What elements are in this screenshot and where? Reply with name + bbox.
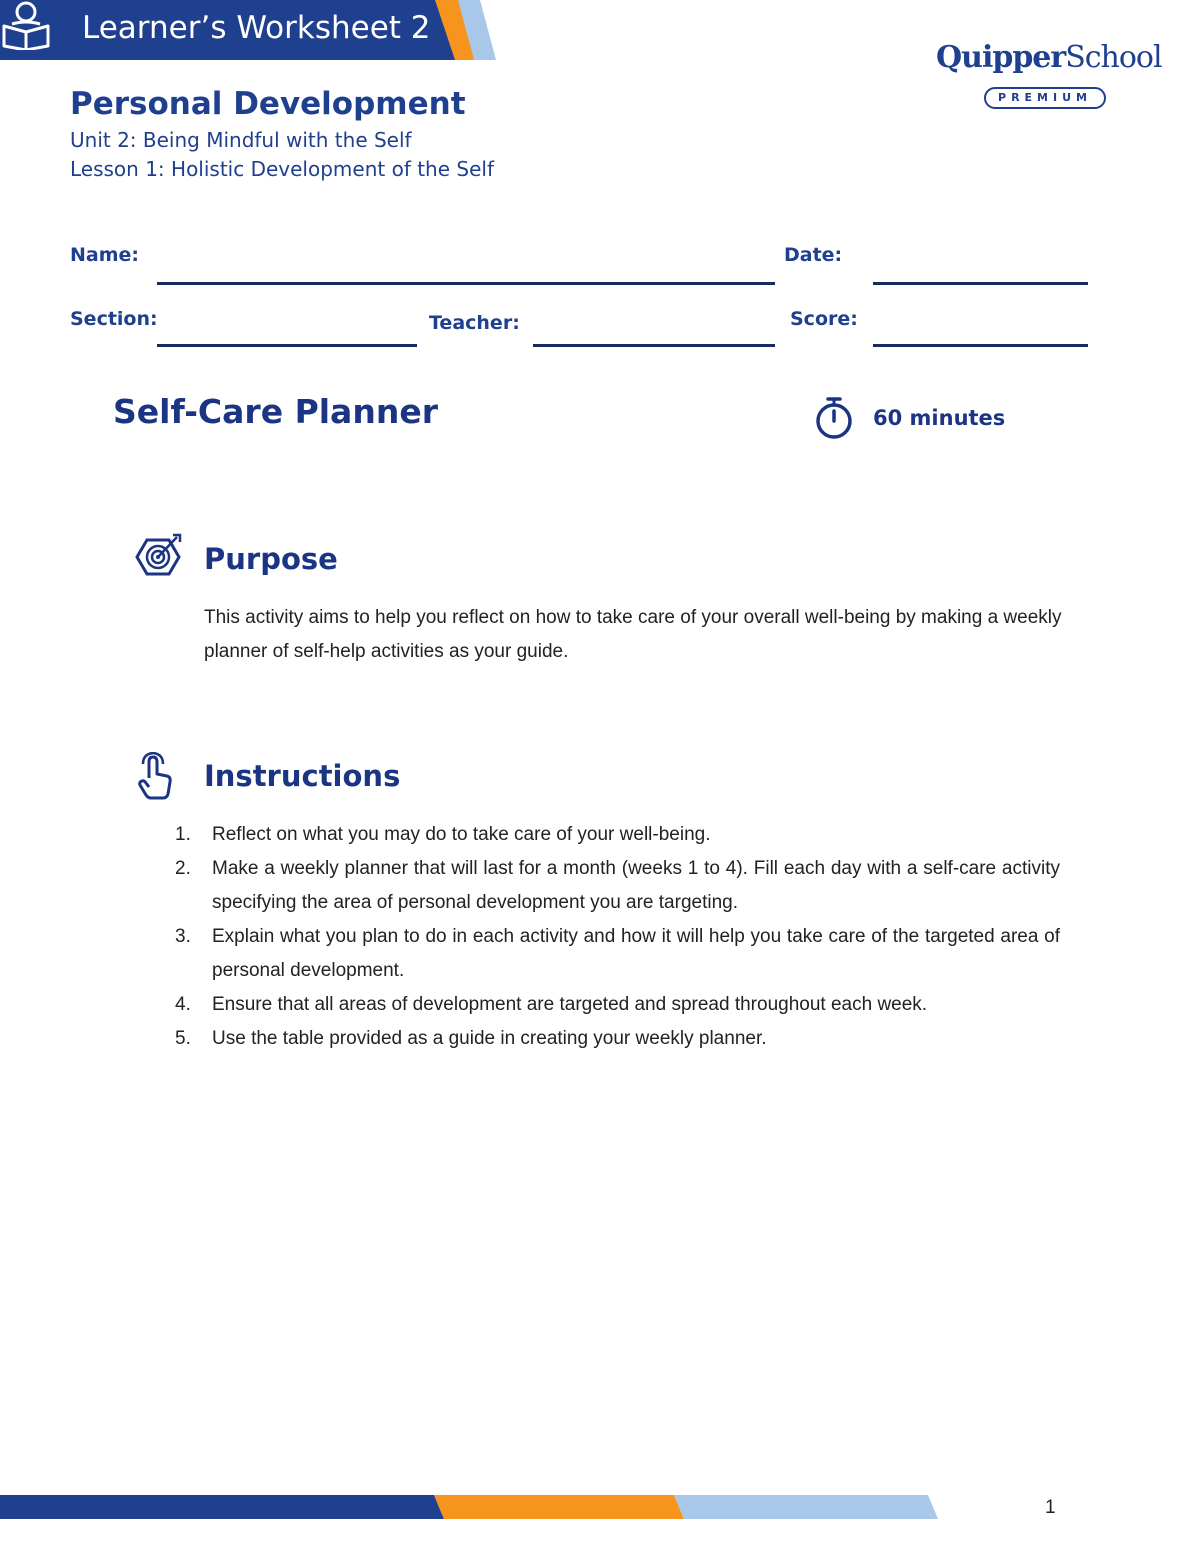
list-item [175,852,1060,920]
date-field[interactable] [873,282,1088,285]
list-item-number: 4. [175,994,191,1015]
instructions-heading: Instructions [204,759,401,793]
list-item-text: Make a weekly planner that will last for a month (weeks 1 to 4). Fill each day with a self-care activity specifying the area of personal development you are targeting. [212,858,1060,913]
pointing-hand-icon [131,752,181,802]
list-item-text: Reflect on what you may do to take care of your well-being. [212,824,711,845]
student-reading-icon [0,0,52,50]
section-field[interactable] [157,344,417,347]
lesson-title: Lesson 1: Holistic Development of the Self [70,157,494,181]
worksheet-title: Learner’s Worksheet 2 [82,10,431,46]
subject-title: Personal Development [70,86,466,122]
list-item-number: 2. [175,858,191,879]
unit-title: Unit 2: Being Mindful with the Self [70,128,412,152]
premium-badge: PREMIUM [984,87,1106,109]
list-item-text: Use the table provided as a guide in creating your weekly planner. [212,1028,767,1049]
instructions-list [175,818,1060,1056]
logo-wordmark [936,40,1162,75]
name-field[interactable] [157,282,775,285]
teacher-field[interactable] [533,344,775,347]
list-item [175,988,1060,1022]
logo-wordmark-bold: Quipper [936,40,1066,75]
list-item-number: 5. [175,1028,191,1049]
score-field[interactable] [873,344,1088,347]
list-item [175,920,1060,988]
list-item [175,1022,1060,1056]
quipper-school-logo [930,40,1160,114]
activity-title: Self-Care Planner [113,392,438,431]
list-item [175,818,1060,852]
worksheet-banner [0,0,500,62]
target-icon [133,532,183,582]
date-label: Date: [784,244,843,266]
logo-wordmark-regular: School [1065,40,1162,75]
activity-duration: 60 minutes [873,406,1006,430]
list-item-text: Ensure that all areas of development are targeted and spread throughout each week. [212,994,928,1015]
teacher-label: Teacher: [429,312,520,334]
list-item-number: 1. [175,824,191,845]
footer-stripe [0,1495,940,1519]
name-label: Name: [70,244,140,266]
score-label: Score: [790,308,858,330]
purpose-text: This activity aims to help you reflect on how to take care of your overall well-being by making a weekly planner of self-help activities as your guide. [204,607,1062,662]
page-number: 1 [1045,1497,1056,1518]
purpose-heading: Purpose [204,542,338,576]
section-label: Section: [70,308,158,330]
stopwatch-icon [814,396,854,440]
list-item-number: 3. [175,926,191,947]
list-item-text: Explain what you plan to do in each activity and how it will help you take care of the targeted area of personal development. [212,926,1060,981]
